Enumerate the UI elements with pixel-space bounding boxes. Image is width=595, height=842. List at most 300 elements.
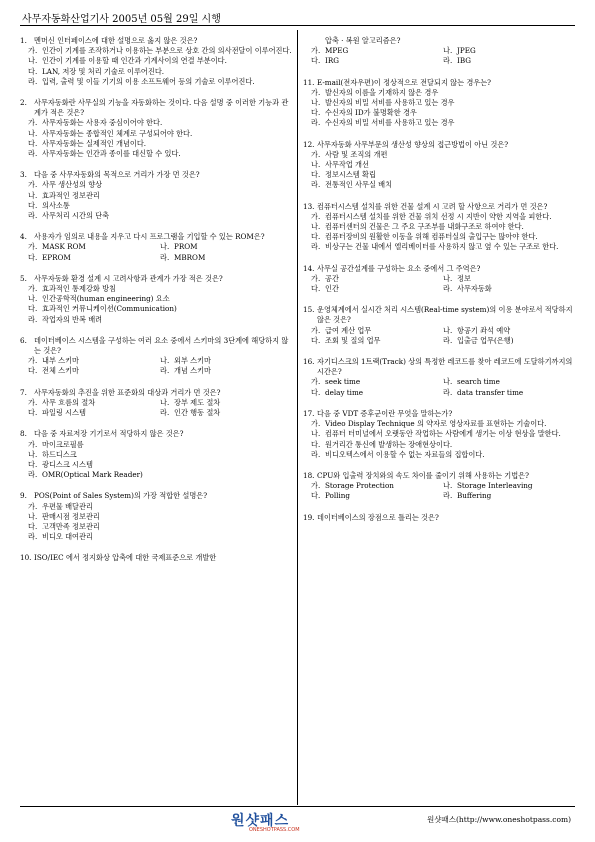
question-number: 12.: [303, 139, 315, 149]
option-key: 라.: [311, 180, 321, 190]
question-text: 데이터베이스 시스템을 구성하는 여러 요소 중에서 스키마의 3단계에 해당하지 않는 것은?: [34, 335, 289, 356]
question-title: [20, 336, 292, 356]
option: [20, 191, 292, 201]
question-number: 16.: [303, 357, 315, 367]
option-row: [303, 56, 575, 66]
option-text: search time: [457, 377, 500, 387]
option-text: 효과적인 통제강화 방침: [42, 284, 117, 294]
option-text: PROM: [174, 242, 198, 252]
question-text: 사무실 공간설계를 구성하는 요소 중에서 그 주역은?: [317, 263, 481, 273]
column-divider: [297, 30, 298, 805]
option-key: 라.: [443, 387, 453, 397]
option-key: 나.: [443, 325, 453, 335]
question-title: [20, 98, 292, 118]
option-key: 나.: [160, 356, 170, 366]
option-row: [303, 491, 575, 501]
option-key: 다.: [311, 387, 321, 397]
option: [20, 139, 292, 149]
right-question-list: [303, 78, 575, 523]
option: [160, 253, 292, 263]
question-title: [303, 264, 575, 274]
question-title: [20, 429, 292, 439]
question-text: 사용자가 임의로 내용을 지우고 다시 프로그램을 기입할 수 있는 ROM은?: [34, 232, 265, 242]
question-number: 17.: [303, 408, 315, 418]
left-column: [20, 36, 292, 575]
option: [160, 408, 292, 418]
option-text: 효과적인 커뮤니케이션(Communication): [42, 304, 177, 314]
question: [20, 336, 292, 377]
option-text: 인간이 기계를 이용할 때 인간과 기계사이의 연결 부분이다.: [42, 56, 227, 66]
brand-logo: [225, 808, 355, 836]
option-text: EPROM: [42, 252, 71, 262]
question-title: [20, 491, 292, 501]
option: [311, 481, 443, 491]
option-key: 가.: [311, 377, 321, 387]
option: [20, 201, 292, 211]
option: [160, 242, 292, 252]
option-key: 다.: [28, 200, 38, 210]
question-number: 13.: [303, 201, 315, 211]
option: [311, 274, 443, 284]
question-number: 2.: [20, 98, 27, 108]
option-key: 다.: [311, 439, 321, 449]
option: [311, 388, 443, 398]
option-key: 가.: [28, 242, 38, 252]
option-text: JPEG: [457, 46, 476, 56]
option: [303, 108, 575, 118]
question-text: 운영체계에서 실시간 처리 시스템(Real-time system)의 이용 분야로서 적당하지 않은 것은?: [317, 305, 573, 325]
option-row: [303, 274, 575, 284]
option-text: 항공기 좌석 예약: [457, 325, 511, 335]
option-key: 가.: [311, 149, 321, 159]
option-text: 급여 계산 업무: [325, 325, 372, 335]
question-text: E-mail(전자우편)이 정상적으로 전달되지 않는 경우는?: [317, 77, 492, 87]
option-key: 가.: [311, 419, 321, 429]
option-key: 다.: [28, 408, 38, 418]
option-text: 전체 스키마: [42, 366, 80, 376]
option: [20, 129, 292, 139]
question-text: 사무자동화의 추진을 위한 표준화의 대상과 거리가 먼 것은?: [34, 387, 221, 397]
option: [311, 56, 443, 66]
option: [443, 336, 575, 346]
option-row: [20, 242, 292, 252]
option-text: 파일링 시스템: [42, 408, 86, 418]
option-key: 가.: [28, 356, 38, 366]
option-row: [20, 253, 292, 263]
question-title: [303, 78, 575, 88]
option-key: 다.: [311, 108, 321, 118]
option: [303, 212, 575, 222]
option-text: 의사소통: [42, 200, 70, 210]
option-key: 나.: [160, 397, 170, 407]
option-key: 라.: [443, 491, 453, 501]
question: [20, 232, 292, 263]
option-text: 인간 행동 절차: [174, 408, 221, 418]
option-key: 나.: [28, 294, 38, 304]
option-key: 다.: [28, 459, 38, 469]
option-key: 다.: [311, 335, 321, 345]
option-key: 가.: [28, 284, 38, 294]
question-number: 6.: [20, 335, 27, 345]
option-key: 나.: [443, 46, 453, 56]
option-text: 사무자동화는 종합적인 체계로 구성되어야 한다.: [42, 128, 193, 138]
option-key: 가.: [28, 501, 38, 511]
option-key: 라.: [443, 56, 453, 66]
option: [28, 242, 160, 252]
question: [303, 357, 575, 398]
option: [443, 56, 575, 66]
option-text: 개념 스키마: [174, 366, 212, 376]
option-key: 라.: [160, 366, 170, 376]
option-text: 수신자의 비밀 서비를 사용하고 있는 경우: [325, 118, 455, 128]
option-text: 판매시점 정보관리: [42, 511, 100, 521]
option-key: 나.: [28, 511, 38, 521]
option: [20, 294, 292, 304]
option-text: 사무작업 개선: [325, 160, 369, 170]
option: [20, 211, 292, 221]
option: [20, 180, 292, 190]
option: [160, 356, 292, 366]
header-rule: [20, 25, 575, 26]
option-key: 라.: [28, 149, 38, 159]
option: [311, 284, 443, 294]
question-title: [20, 232, 292, 242]
option-key: 가.: [28, 397, 38, 407]
option-key: 나.: [28, 190, 38, 200]
option: [20, 450, 292, 460]
option-text: 장부 제도 절차: [174, 397, 221, 407]
page-header-title: 사무자동화산업기사 2005년 05월 29일 시행: [22, 14, 221, 25]
option-text: seek time: [325, 377, 361, 387]
option: [20, 149, 292, 159]
option: [443, 388, 575, 398]
option-key: 라.: [443, 335, 453, 345]
option-text: Storage Interleaving: [457, 481, 533, 491]
option: [303, 118, 575, 128]
option: [20, 460, 292, 470]
option: [20, 118, 292, 128]
right-column: [303, 36, 575, 534]
option: [443, 377, 575, 387]
option-row: [303, 284, 575, 294]
option-row: [20, 356, 292, 366]
question: [20, 429, 292, 480]
option-key: 라.: [28, 211, 38, 221]
option-key: 다.: [28, 304, 38, 314]
question-title: [303, 140, 575, 150]
option: [20, 46, 292, 56]
question-number: 8.: [20, 429, 27, 439]
option-text: 전통적인 사무실 배치: [325, 180, 393, 190]
option: [303, 450, 575, 460]
option-text: Polling: [325, 491, 350, 501]
option: [20, 284, 292, 294]
option-key: 가.: [311, 87, 321, 97]
option: [311, 326, 443, 336]
option-text: 사람 및 조직의 개편: [325, 149, 388, 159]
option-text: Video Display Technique 의 약자로 영상자료를 표현하는 기술이다.: [325, 419, 547, 429]
option-text: 입력, 출력 및 이들 기기의 이용 소프트웨어 등의 기술로 이루어진다.: [42, 76, 255, 86]
option-text: 인간이 기계를 조작하거나 이용하는 부분으로 상호 간의 의사전달이 이루어진다.: [42, 46, 292, 56]
option-text: data transfer time: [457, 387, 524, 397]
option-text: 컴퓨터시스템 설치를 위한 건물 위치 선정 시 지반이 약한 지역을 피한다.: [325, 211, 552, 221]
option: [303, 419, 575, 429]
question-text: 자기디스크의 1트랙(Track) 상의 특정한 레코드를 찾아 레코드에 도달하기까지의 시간은?: [317, 357, 573, 377]
option-key: 나.: [443, 481, 453, 491]
option-text: 사무자동화는 실제적인 개념이다.: [42, 138, 147, 148]
option: [311, 491, 443, 501]
option-text: 외부 스키마: [174, 356, 212, 366]
option-key: 라.: [160, 252, 170, 262]
option-row: [20, 366, 292, 376]
question-text: ISO/IEC 에서 정지화상 압축에 대한 국제표준으로 개발한: [34, 553, 217, 563]
option-row: [303, 377, 575, 387]
option-text: OMR(Optical Mark Reader): [42, 470, 143, 480]
option-text: 인간공학적(human engineering) 요소: [42, 294, 170, 304]
option-key: 라.: [311, 118, 321, 128]
question-text: 사무자동화란 사무실의 기능을 자동화하는 것이다. 다음 설명 중 이러한 기능과 관계가 적은 것은?: [34, 98, 289, 118]
option-text: 정보시스템 확립: [325, 170, 376, 180]
option-key: 나.: [443, 273, 453, 283]
option-key: 나.: [160, 242, 170, 252]
option-text: 사무처리 시간의 단축: [42, 211, 110, 221]
option-text: 공간: [325, 273, 339, 283]
option: [311, 377, 443, 387]
question: [303, 264, 575, 295]
question-title: [20, 36, 292, 46]
option: [28, 356, 160, 366]
question-title: [20, 274, 292, 284]
option: [28, 408, 160, 418]
question-text: 사무자동화 환경 설계 시 고려사항과 관계가 가장 적은 것은?: [34, 273, 223, 283]
option-key: 나.: [311, 160, 321, 170]
option-key: 나.: [311, 98, 321, 108]
option-key: 가.: [28, 180, 38, 190]
option: [303, 440, 575, 450]
option-key: 다.: [28, 138, 38, 148]
option-text: LAN, 저장 및 처리 기술로 이루어진다.: [42, 66, 165, 76]
question-title: [20, 170, 292, 180]
option-text: 비디오텍스에서 이용할 수 없는 자료들의 집합이다.: [325, 449, 485, 459]
option-text: 사무자동화는 인간과 종이를 대신할 수 있다.: [42, 149, 181, 159]
option: [303, 150, 575, 160]
option-text: 조회 및 질의 업무: [325, 335, 381, 345]
option-key: 가.: [311, 481, 321, 491]
question-text: 데이터베이스의 장점으로 틀리는 것은?: [317, 512, 439, 522]
question-text: 다음 중 자료저장 기기로서 적당하지 않은 것은?: [34, 429, 184, 439]
option-text: 마이크로필름: [42, 439, 84, 449]
question-number: 1.: [20, 36, 27, 45]
question-title: [303, 305, 575, 325]
question-title: [20, 553, 292, 563]
option-key: 다.: [311, 170, 321, 180]
option-text: Buffering: [457, 491, 492, 501]
question: [20, 388, 292, 419]
option-text: 하드디스크: [42, 449, 77, 459]
question-number: 18.: [303, 470, 315, 480]
option-row: [303, 481, 575, 491]
option-text: 입출금 업무(은행): [457, 335, 514, 345]
option-key: 나.: [311, 222, 321, 232]
option-text: 효과적인 정보관리: [42, 190, 100, 200]
question-text: 다음 중 VDT 증후군이란 무엇을 말하는가?: [317, 408, 453, 418]
option-text: 작업자의 반복 배려: [42, 314, 103, 324]
option: [20, 470, 292, 480]
question-text: 압축 · 복원 알고리즘은?: [325, 36, 401, 45]
question-title: [303, 513, 575, 523]
option-key: 가.: [311, 211, 321, 221]
option: [20, 440, 292, 450]
option-key: 다.: [311, 56, 321, 66]
option-text: 비디오 대여관리: [42, 532, 93, 542]
question: [20, 553, 292, 563]
question: [303, 305, 575, 346]
option: [303, 232, 575, 242]
option-text: 발신자의 이름을 기재하지 않은 경우: [325, 87, 439, 97]
option: [443, 284, 575, 294]
question: [303, 513, 575, 523]
option-key: 다.: [311, 284, 321, 294]
option-text: MASK ROM: [42, 242, 86, 252]
option-key: 다.: [28, 366, 38, 376]
option-key: 라.: [28, 470, 38, 480]
option-key: 나.: [28, 128, 38, 138]
option: [28, 366, 160, 376]
option-row: [303, 388, 575, 398]
question-text: CPU와 입출력 장치와의 속도 차이를 줄이기 위해 사용하는 기법은?: [317, 470, 529, 480]
option: [443, 481, 575, 491]
question-10-continuation: [303, 36, 575, 67]
option: [20, 315, 292, 325]
question: [303, 140, 575, 191]
option: [160, 366, 292, 376]
option-text: IBG: [457, 56, 471, 66]
option: [311, 336, 443, 346]
option: [303, 160, 575, 170]
question-title: [303, 471, 575, 481]
option-key: 다.: [28, 521, 38, 531]
option: [20, 522, 292, 532]
question: [20, 170, 292, 221]
question-number: 14.: [303, 263, 315, 273]
option: [303, 222, 575, 232]
question-number: 11.: [303, 77, 315, 87]
option: [303, 429, 575, 439]
question: [20, 274, 292, 325]
option-text: 광디스크 시스템: [42, 459, 93, 469]
option: [20, 77, 292, 87]
question-title: [303, 357, 575, 377]
option-key: 다.: [311, 232, 321, 242]
question-number: 15.: [303, 305, 315, 315]
question: [303, 202, 575, 253]
option-text: MBROM: [174, 252, 206, 262]
question-number: 19.: [303, 512, 315, 522]
option: [28, 253, 160, 263]
option-key: 라.: [28, 76, 38, 86]
option: [303, 98, 575, 108]
question: [303, 409, 575, 460]
option-key: 다.: [28, 66, 38, 76]
footer-rule: [20, 806, 575, 807]
question: [20, 491, 292, 542]
option-key: 가.: [28, 439, 38, 449]
question-title: [303, 202, 575, 212]
option-text: 컴퓨터장비의 원활한 이동을 위해 컴퓨터실의 출입구는 많아야 한다.: [325, 232, 538, 242]
option-text: 컴퓨터센터의 건물은 그 주요 구조부를 내화구조로 하여야 한다.: [325, 222, 524, 232]
logo-subtext: ONESHOTPASS.COM: [249, 827, 300, 833]
question: [20, 98, 292, 159]
option: [303, 88, 575, 98]
option: [303, 180, 575, 190]
option: [311, 46, 443, 56]
option-text: 사무자동화는 사용자 중심이어야 한다.: [42, 118, 163, 128]
option-text: 사무 흐름의 절차: [42, 397, 96, 407]
option-text: MPEG: [325, 46, 349, 56]
option: [443, 491, 575, 501]
option-key: 나.: [28, 56, 38, 66]
option: [160, 398, 292, 408]
question-number: 5.: [20, 273, 27, 283]
option-pairs: [303, 46, 575, 66]
option-text: 비상구는 건물 내에서 엘리베이터를 사용하지 않고 옆 수 있는 구조로 한다.: [325, 242, 559, 252]
option: [20, 304, 292, 314]
option: [443, 46, 575, 56]
option: [20, 502, 292, 512]
option-key: 가.: [28, 118, 38, 128]
question-text: POS(Point of Sales System)의 가장 적합한 설명은?: [34, 491, 208, 501]
footer-site-url: 원샷패스(http://www.oneshotpass.com): [427, 815, 571, 824]
option-row: [303, 326, 575, 336]
option-text: 정보: [457, 273, 471, 283]
option-key: 라.: [28, 532, 38, 542]
question: [303, 78, 575, 129]
option-key: 라.: [160, 408, 170, 418]
option-text: 우편물 배달관리: [42, 501, 93, 511]
option-key: 라.: [443, 284, 453, 294]
option: [20, 67, 292, 77]
question-number: 4.: [20, 232, 27, 242]
option-key: 나.: [311, 429, 321, 439]
option-key: 다.: [28, 252, 38, 262]
option-key: 라.: [311, 242, 321, 252]
option-text: 수신자의 ID가 불명확한 경우: [325, 108, 417, 118]
question: [303, 471, 575, 502]
question-text: 사무자동화 사무부문의 생산성 향상의 접근방법이 아닌 것은?: [317, 139, 509, 149]
option-row: [303, 336, 575, 346]
option: [303, 242, 575, 252]
option: [20, 512, 292, 522]
option: [28, 398, 160, 408]
option-key: 가.: [311, 273, 321, 283]
option-key: 가.: [28, 46, 38, 56]
option-text: 사무자동화: [457, 284, 492, 294]
option-text: 발신자의 비밀 서비를 사용하고 있는 경우: [325, 98, 455, 108]
option-text: 컴퓨터 터미널에서 오랫동안 작업하는 사람에게 생기는 이상 현상을 말한다.: [325, 429, 561, 439]
question-number: 3.: [20, 170, 27, 180]
option-key: 라.: [28, 314, 38, 324]
option-text: Storage Protection: [325, 481, 394, 491]
option-text: 내부 스키마: [42, 356, 80, 366]
question-title: [20, 388, 292, 398]
option-row: [303, 46, 575, 56]
option-text: 인간: [325, 284, 339, 294]
option: [303, 170, 575, 180]
option-text: delay time: [325, 387, 364, 397]
option-text: 사무 생산성의 향상: [42, 180, 103, 190]
question-number: 7.: [20, 387, 27, 397]
question-text: 멘머신 인터페이스에 대한 설명으로 옳지 않은 것은?: [34, 36, 198, 45]
